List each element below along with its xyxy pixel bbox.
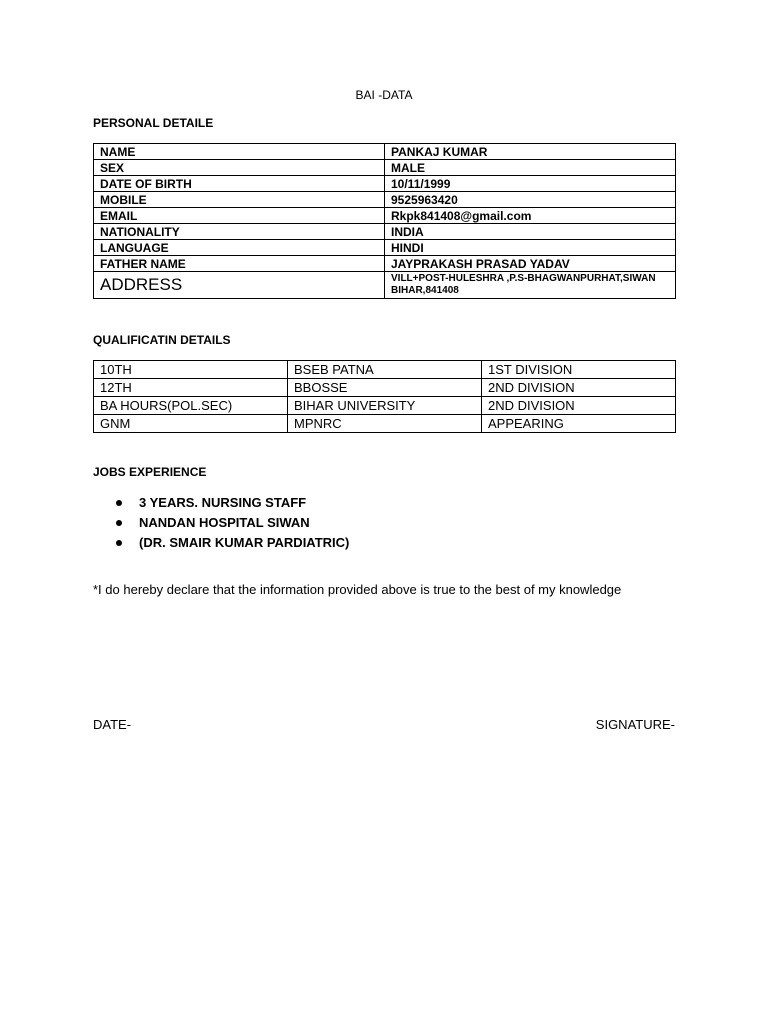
jobs-experience-list [115, 494, 349, 554]
personal-value-mobile: 9525963420 [385, 192, 676, 208]
personal-value-name: PANKAJ KUMAR [385, 144, 676, 160]
personal-details-heading: PERSONAL DETAILE [93, 116, 214, 130]
table-row [94, 144, 676, 160]
list-item [115, 494, 349, 514]
qualification-level: BA HOURS(POL.SEC) [94, 397, 288, 415]
qualification-board: MPNRC [288, 415, 482, 433]
table-row [94, 256, 676, 272]
personal-label-mobile: MOBILE [94, 192, 385, 208]
table-row [94, 160, 676, 176]
personal-value-address: VILL+POST-HULESHRA ,P.S-BHAGWANPURHAT,SIWAN BIHAR,841408 [385, 272, 676, 299]
qualification-result: APPEARING [482, 415, 676, 433]
qualification-level: 10TH [94, 361, 288, 379]
personal-value-language: HINDI [385, 240, 676, 256]
personal-label-name: NAME [94, 144, 385, 160]
personal-label-address: ADDRESS [94, 272, 385, 299]
qualification-level: 12TH [94, 379, 288, 397]
personal-value-father-name: JAYPRAKASH PRASAD YADAV [385, 256, 676, 272]
bullet-icon [116, 520, 122, 526]
personal-value-nationality: INDIA [385, 224, 676, 240]
table-row [94, 397, 676, 415]
declaration-text: *I do hereby declare that the information provided above is true to the best of my knowledge [93, 582, 622, 597]
bullet-icon [116, 500, 122, 506]
personal-label-nationality: NATIONALITY [94, 224, 385, 240]
qualification-table [93, 360, 676, 433]
personal-label-dob: DATE OF BIRTH [94, 176, 385, 192]
list-item [115, 514, 349, 534]
personal-details-table [93, 143, 676, 299]
list-item [115, 534, 349, 554]
table-row [94, 224, 676, 240]
qualification-level: GNM [94, 415, 288, 433]
qualification-result: 2ND DIVISION [482, 397, 676, 415]
personal-value-sex: MALE [385, 160, 676, 176]
qualification-board: BIHAR UNIVERSITY [288, 397, 482, 415]
personal-label-email: EMAIL [94, 208, 385, 224]
qualification-heading: QUALIFICATIN DETAILS [93, 333, 231, 347]
jobs-experience-heading: JOBS EXPERIENCE [93, 465, 207, 479]
table-row [94, 208, 676, 224]
bullet-icon [116, 540, 122, 546]
personal-label-father-name: FATHER NAME [94, 256, 385, 272]
table-row [94, 240, 676, 256]
personal-value-email: Rkpk841408@gmail.com [385, 208, 676, 224]
table-row [94, 361, 676, 379]
qualification-board: BSEB PATNA [288, 361, 482, 379]
document-title: BAI -DATA [355, 88, 413, 102]
job-item-text: 3 YEARS. NURSING STAFF [139, 495, 307, 510]
table-row [94, 379, 676, 397]
personal-label-sex: SEX [94, 160, 385, 176]
job-item-text: (DR. SMAIR KUMAR PARDIATRIC) [139, 535, 350, 550]
job-item-text: NANDAN HOSPITAL SIWAN [139, 515, 310, 530]
signature-label: SIGNATURE- [595, 717, 675, 732]
table-row [94, 272, 676, 299]
qualification-result: 1ST DIVISION [482, 361, 676, 379]
table-row [94, 192, 676, 208]
personal-value-dob: 10/11/1999 [385, 176, 676, 192]
table-row [94, 415, 676, 433]
qualification-result: 2ND DIVISION [482, 379, 676, 397]
qualification-board: BBOSSE [288, 379, 482, 397]
personal-label-language: LANGUAGE [94, 240, 385, 256]
table-row [94, 176, 676, 192]
date-label: DATE- [93, 717, 132, 732]
